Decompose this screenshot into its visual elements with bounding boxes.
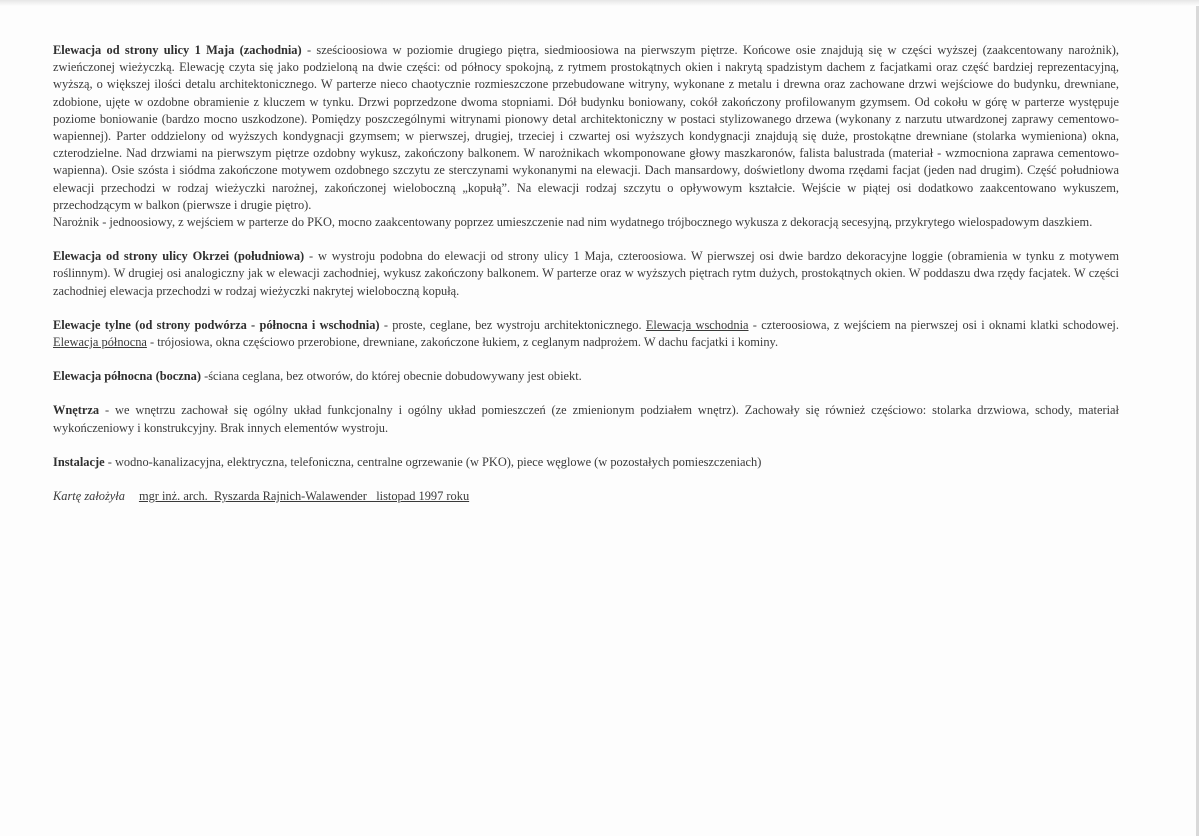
signature-author: mgr inż. arch. Ryszarda Rajnich-Walawender listopad 1997 roku: [138, 489, 470, 504]
corner-description: Narożnik - jednoosiowy, z wejściem w parterze do PKO, mocno zaakcentowany poprzez umieszczenie nad nim wydatnego trójbocznego wykusza z dekoracją secesyjną, przykrytego wielospadowym daszkiem.: [53, 215, 1093, 230]
document-text: [53, 42, 1119, 505]
section-installations: [53, 454, 1119, 471]
section-interiors: [53, 402, 1119, 436]
section-rear-elevations: [53, 317, 1119, 351]
section-body: -ściana ceglana, bez otworów, do której obecnie dobudowywany jest obiekt.: [201, 369, 582, 384]
section-heading: Instalacje: [53, 454, 105, 469]
section-body: - proste, ceglane, bez wystroju architektonicznego.: [379, 317, 646, 332]
section-body: - trójosiowa, okna częściowo przerobione, drewniane, zakończone łukiem, z ceglanym nadprożem. W dachu facjatki i kominy.: [146, 335, 779, 350]
section-body: - sześcioosiowa w poziomie drugiego piętra, siedmioosiowa na pierwszym piętrze. Końcowe osie znajdują się w części wyższej (zaakcentowany narożnik), zwieńczonej wieżyczką. Elewację czyta się jako podzieloną na dwie części: od północy spokojną, z rytmem prostokątnych okien i nakrytą spadzistym dachem z facjatkami oraz część bardziej reprezentacyjną, wyższą, o większej ilości detalu architektonicznego. W parterze nieco chaotycznie rozmieszczone przebudowane witryny, wykonane z metalu i drewna oraz zachowane drzwi wejściowe do budynku, drewniane, zdobione, ujęte w ozdobne obramienie z kluczem w tynku. Drzwi poprzedzone dwoma stopniami. Dół budynku boniowany, cokół zakończony profilowanym gzymsem. Od cokołu w górę w parterze występuje poziome boniowanie (bardzo mocno uszkodzone). Pomiędzy poszczególnymi witrynami pionowy detal architektoniczny w postaci stylizowanego drzewa (wykonany z narzutu utwardzonej zaprawy cementowo-wapiennej). Parter oddzielony od wyższych kondygnacji gzymsem; w pierwszej, drugiej, trzeciej i czwartej osi wyższych kondygnacji znajdują się duże, prostokątne drewniane (stolarka wymieniona) okna, czterodzielne. Nad drzwiami na pierwszym piętrze ozdobny wykusz, zakończony balkonem. W narożnikach wkomponowane głowy maszkaronów, falista balustrada (materiał - wzmocniona zaprawa cementowo-wapienna). Osie szósta i siódma zakończone motywem ozdobnego szczytu ze sterczynami wykonanymi na elewacji. Dach mansardowy, doświetlony dwoma rzędami facjat (jeden nad drugim). Część południowa elewacji przechodzi w rodzaj wieżyczki narożnej, zakończonej wieloboczną „kopułą”. Na elewacji rodzaj szczytu o opływowym kształcie. Wejście w piątej osi dodatkowo zaakcentowano wykuszem, przechodzącym w balkon (pierwsze i drugie piętro).: [53, 43, 1119, 212]
section-heading: Elewacje tylne (od strony podwórza - północna i wschodnia): [53, 317, 380, 332]
section-body: - w wystroju podobna do elewacji od strony ulicy 1 Maja, czteroosiowa. W pierwszej osi dwie bardzo dekoracyjne loggie (obramienia w tynku z motywem roślinnym). W drugiej osi analogiczny jak w elewacji zachodniej, wykusz zakończony balkonem. W parterze oraz w wyższych piętrach rytm dużych, prostokątnych okien. W poddaszu dwa rzędy facjatek. W części zachodniej elewacja przechodzi w rodzaj wieżyczki nakrytej wieloboczną kopułą.: [53, 249, 1119, 298]
section-body: - we wnętrzu zachował się ogólny układ funkcjonalny i ogólny układ pomieszczeń (ze zmienionym podziałem wnętrz). Zachowały się również częściowo: stolarka drzwiowa, schody, materiał wykończeniowy i konstrukcyjny. Brak innych elementów wystroju.: [53, 403, 1119, 435]
section-body: - wodno-kanalizacyjna, elektryczna, telefoniczna, centralne ogrzewanie (w PKO), piece węglowe (w pozostałych pomieszczeniach): [104, 454, 762, 469]
section-heading: Wnętrza: [53, 403, 100, 418]
section-south-elevation: [53, 248, 1119, 300]
signature-line: [53, 488, 1119, 505]
signature-label: Kartę założyła: [53, 489, 125, 504]
section-heading: Elewacja północna (boczna): [53, 369, 201, 384]
section-body: - czteroosiowa, z wejściem na pierwszej osi i oknami klatki schodowej.: [748, 317, 1119, 332]
section-heading: Elewacja od strony ulicy Okrzei (południowa): [53, 249, 305, 264]
section-north-elevation: [53, 368, 1119, 385]
section-heading: Elewacja od strony ulicy 1 Maja (zachodnia): [53, 43, 302, 57]
section-west-elevation: [53, 42, 1119, 214]
east-elevation-label: Elewacja wschodnia: [645, 317, 749, 332]
north-elevation-label: Elewacja północna: [53, 335, 147, 350]
scan-edge: [0, 0, 1199, 6]
